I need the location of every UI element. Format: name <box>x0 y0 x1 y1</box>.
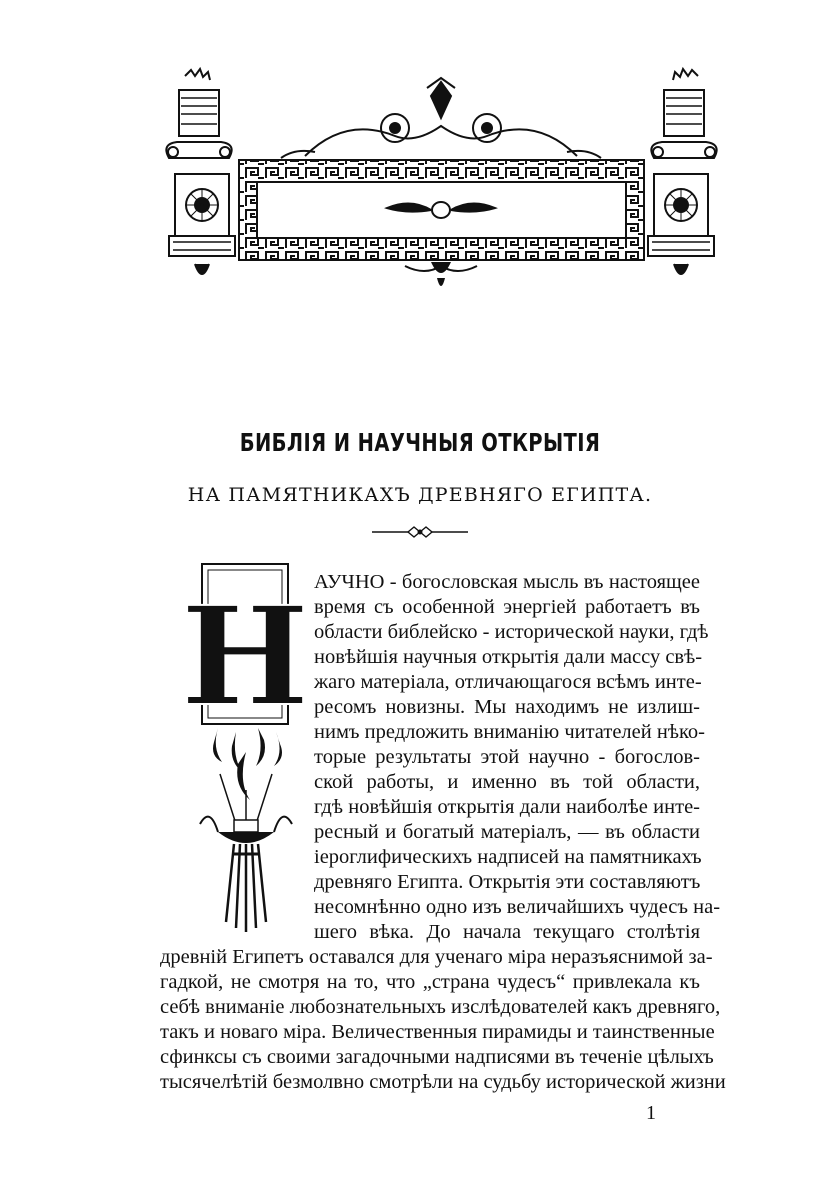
article-title: БИБЛІЯ И НАУЧНЫЯ ОТКРЫТІЯ <box>239 428 601 457</box>
body-text-line: такъ и новаго міра. Величественныя пирамиды и таинственные <box>160 1021 715 1043</box>
body-text-line: гдѣ новѣйшія открытія дали наиболѣе инте- <box>314 796 700 818</box>
body-text-line: торые результаты этой научно - богослов- <box>314 746 700 768</box>
body-text-line: сфинксы съ своими загадочными надписями въ теченіе цѣлыхъ <box>160 1046 714 1068</box>
body-text-line: древній Египетъ оставался для ученаго міра неразъяснимой за- <box>160 946 713 968</box>
drop-cap-letter: Н <box>180 577 310 737</box>
left-column-ornament <box>166 69 235 274</box>
body-text-line: себѣ вниманіе любознательныхъ изслѣдователей какъ древняго, <box>160 996 721 1018</box>
body-text-line: іероглифическихъ надписей на памятникахъ <box>314 846 702 868</box>
body-text-line: жаго матеріала, отличающагося всѣмъ инте- <box>314 671 702 693</box>
body-text-line: ской работы, и именно въ той области, <box>314 771 700 793</box>
body-text-line: время съ особенной энергіей работаетъ въ <box>314 596 700 618</box>
body-text-line: ресный и богатый матеріалъ, — въ области <box>314 821 700 843</box>
body-text-line: АУЧНО - богословская мысль въ настоящее <box>314 571 700 593</box>
body-text-line: несомнѣнно одно изъ величайшихъ чудесъ на- <box>314 896 721 918</box>
page-number: 1 <box>646 1102 656 1124</box>
ornamental-headpiece <box>165 68 718 300</box>
body-text-line: области библейско - исторической науки, гдѣ <box>314 621 709 643</box>
right-column-ornament <box>648 69 717 274</box>
body-text-line: древняго Египта. Открытія эти составляютъ <box>314 871 701 893</box>
body-text-line: нимъ предложить вниманію читателей нѣко- <box>314 721 705 743</box>
drop-cap-initial <box>180 562 310 932</box>
body-text-line: гадкой, не смотря на то, что „страна чудесъ“ привлекала къ <box>160 971 700 993</box>
body-text-line: ресомъ новизны. Мы находимъ не излиш- <box>314 696 700 718</box>
body-text-line: тысячелѣтій безмолвно смотрѣли на судьбу исторической жизни <box>160 1071 726 1093</box>
crest-ornament <box>281 78 601 158</box>
body-text-line: новѣйшія научныя открытія дали массу свѣ- <box>314 646 703 668</box>
pendant-ornament <box>405 262 477 286</box>
ornamental-divider <box>370 522 470 542</box>
article-subtitle: НА ПАМЯТНИКАХЪ ДРЕВНЯГО ЕГИПТА. <box>187 484 653 506</box>
body-text-line: шего вѣка. До начала текущаго столѣтія <box>314 921 700 943</box>
